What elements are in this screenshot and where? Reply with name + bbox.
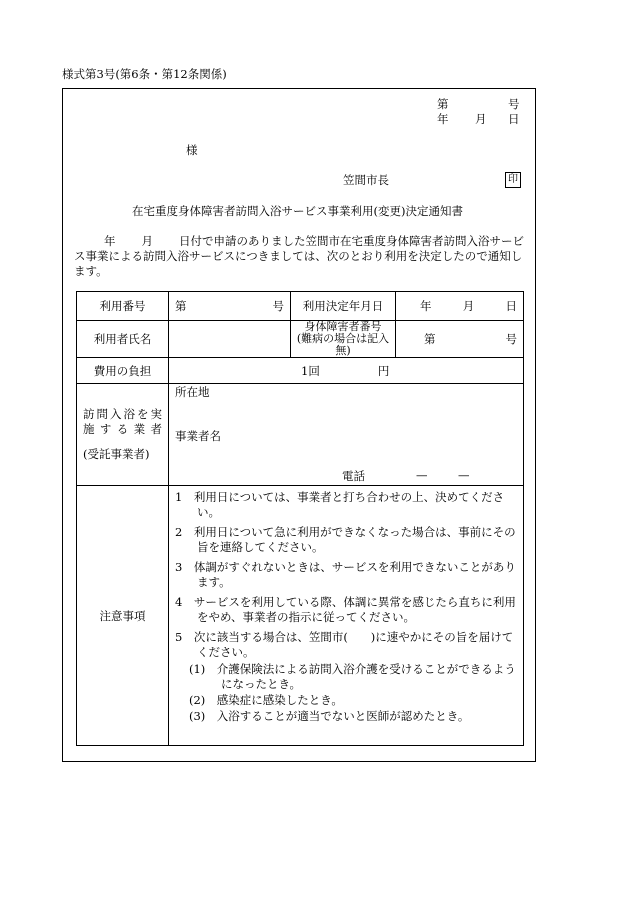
provider-phone-label: 電話	[342, 469, 365, 483]
seal-mark: 印	[505, 172, 521, 188]
usage-number-label: 利用番号	[77, 292, 169, 321]
disability-number-label-line2: (難病の場合は記入無)	[296, 332, 390, 357]
provider-name-label: 事業者名	[175, 429, 221, 443]
sub-note-item: (2) 感染症に感染したとき。	[189, 693, 343, 707]
body-paragraph	[74, 234, 526, 279]
provider-info-cell	[169, 384, 524, 486]
header-month: 月	[475, 112, 487, 126]
form-label: 様式第3号(第6条・第12条関係)	[62, 67, 227, 81]
header-year: 年	[437, 112, 449, 126]
phone-dash-2: —	[458, 468, 470, 482]
table-row	[77, 486, 524, 746]
header-day: 日	[508, 112, 520, 126]
table-row	[77, 292, 524, 321]
table-row	[77, 321, 524, 358]
decision-date-year: 年	[420, 299, 432, 313]
disability-number-cell	[396, 321, 524, 358]
note-item: 5 次に該当する場合は、笠間市( )に速やかにその旨を届けてください。	[175, 630, 514, 659]
usage-number-suffix: 号	[272, 299, 284, 313]
issuer-name: 笠間市長	[343, 173, 389, 187]
document-title: 在宅重度身体障害者訪問入浴サービス事業利用(変更)決定通知書	[132, 204, 463, 218]
phone-dash-1: —	[416, 468, 428, 482]
sub-note-item: (1) 介護保険法による訪問入浴介護を受けることができるようになったとき。	[189, 662, 516, 691]
header-number-prefix: 第	[437, 97, 449, 111]
cost-burden-cell	[169, 358, 524, 384]
provider-sub-label: (受託事業者)	[83, 447, 150, 461]
note-item: 1 利用日については、事業者と打ち合わせの上、決めてください。	[175, 490, 505, 519]
body-month: 月	[141, 234, 153, 248]
decision-date-day: 日	[505, 299, 517, 313]
decision-table	[76, 291, 524, 746]
notes-label: 注意事項	[77, 486, 169, 746]
addressee-suffix: 様	[186, 143, 198, 157]
header-number-suffix: 号	[508, 97, 520, 111]
cost-burden-label: 費用の負担	[77, 358, 169, 384]
note-item: 4 サービスを利用している際、体調に異常を感じたら直ちに利用をやめ、事業者の指示に従ってください。	[175, 595, 516, 624]
provider-label: 訪問入浴を実施する業者	[83, 407, 162, 436]
cost-per-visit: 1回	[301, 363, 320, 378]
provider-label-cell	[77, 384, 169, 486]
decision-date-label: 利用決定年月日	[291, 292, 396, 321]
usage-number-cell	[169, 292, 291, 321]
decision-date-cell	[396, 292, 524, 321]
note-item: 3 体調がすぐれないときは、サービスを利用できないことがあります。	[175, 560, 516, 589]
user-name-value	[169, 321, 291, 358]
table-row	[77, 358, 524, 384]
note-item: 2 利用日について急に利用ができなくなった場合は、事前にその旨を連絡してください。	[175, 525, 516, 554]
user-name-label: 利用者氏名	[77, 321, 169, 358]
usage-number-prefix: 第	[175, 299, 187, 313]
disability-number-label	[291, 321, 396, 358]
cost-yen: 円	[377, 363, 390, 378]
decision-date-month: 月	[462, 299, 475, 313]
sub-note-item: (3) 入浴することが適当でないと医師が認めたとき。	[189, 709, 470, 723]
disability-number-prefix: 第	[424, 332, 436, 346]
body-text: 日付で申請のありました笠間市在宅重度身体障害者訪問入浴サービス事業による訪問入浴サービスにつきましては、次のとおり利用を決定したので通知します。	[74, 234, 524, 278]
table-row	[77, 384, 524, 486]
notes-cell	[169, 486, 524, 746]
disability-number-suffix: 号	[505, 332, 517, 346]
provider-location-label: 所在地	[175, 385, 210, 399]
body-year: 年	[104, 234, 116, 248]
disability-number-label-line1: 身体障害者番号	[304, 320, 382, 333]
